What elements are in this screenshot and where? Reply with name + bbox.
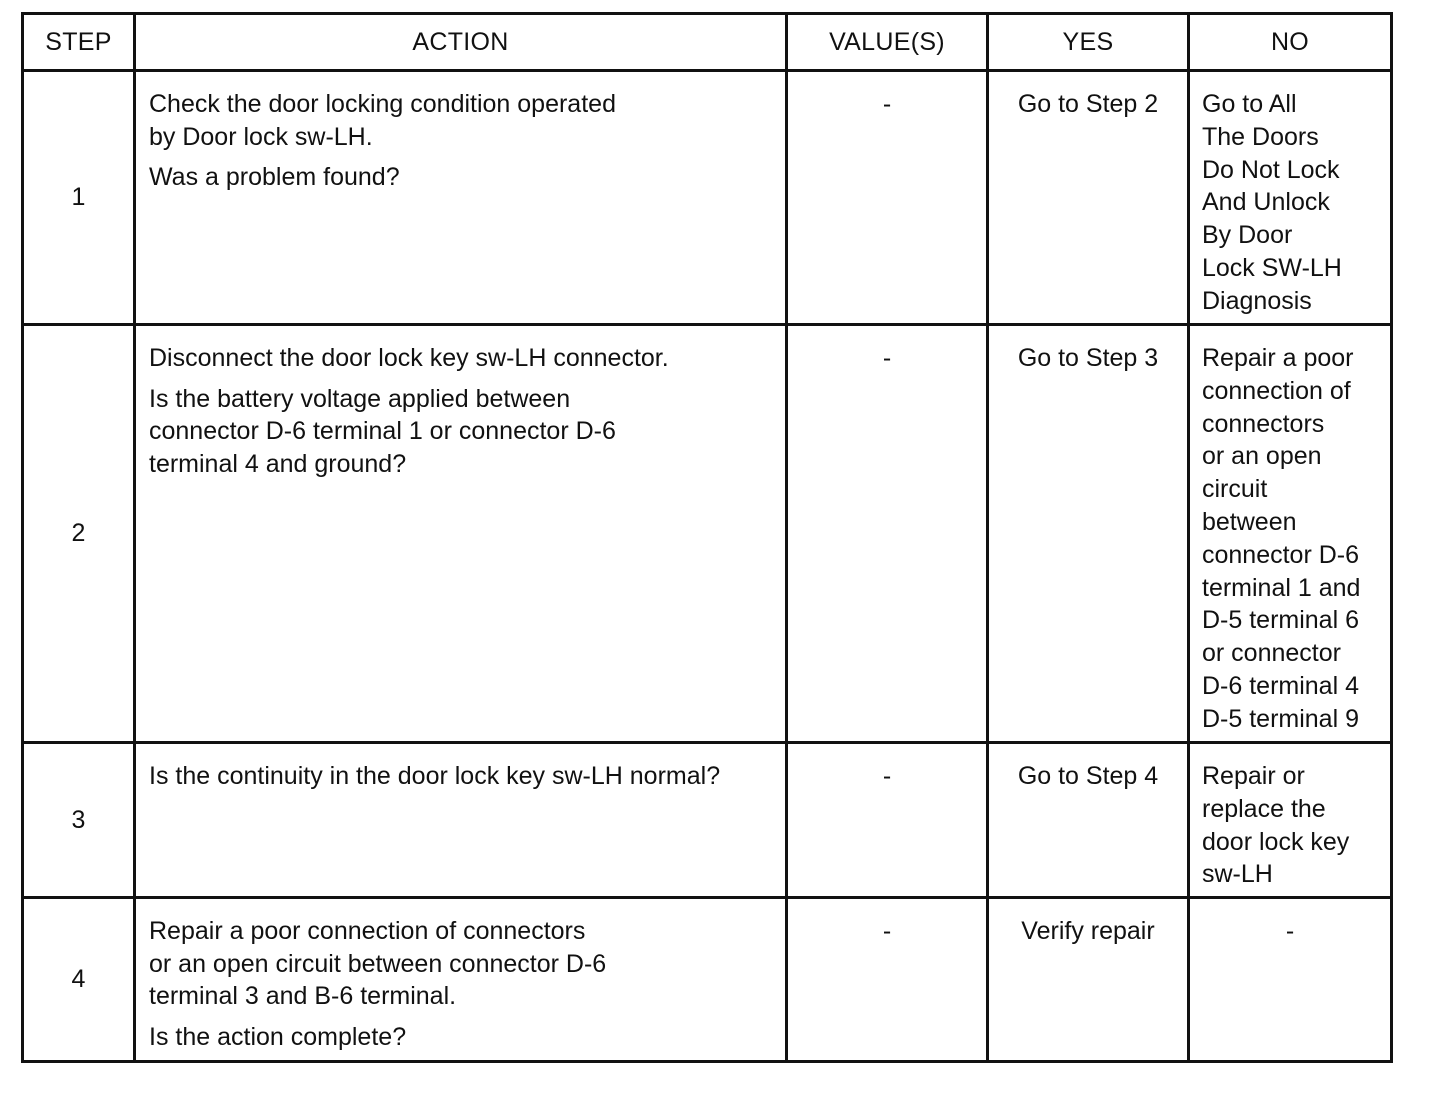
no-line: circuit (1202, 475, 1268, 504)
value-cell: - (787, 325, 988, 743)
header-row (23, 14, 1392, 71)
table-row (23, 898, 1392, 1062)
no-line: connection of (1202, 376, 1351, 405)
action-question: connector D-6 terminal 1 or connector D-6 (149, 417, 616, 445)
action-line: Check the door locking condition operated (149, 90, 616, 118)
no-line: Repair a poor (1202, 344, 1354, 372)
value-cell: - (787, 743, 988, 898)
no-cell (1189, 325, 1392, 743)
no-line: D-6 terminal 4 (1202, 671, 1359, 700)
yes-cell: Go to Step 4 (988, 743, 1189, 898)
no-line: D-5 terminal 6 (1202, 606, 1359, 635)
step-number: 3 (23, 743, 135, 898)
no-line: The Doors (1202, 122, 1319, 151)
action-question: Is the battery voltage applied between (149, 384, 571, 413)
header-values: VALUE(S) (787, 14, 988, 71)
action-line: Disconnect the door lock key sw-LH connector. (149, 344, 669, 372)
action-cell (135, 71, 787, 325)
action-question: Is the action complete? (149, 1022, 407, 1051)
no-cell (1189, 743, 1392, 898)
yes-cell: Verify repair (988, 898, 1189, 1062)
step-number: 1 (23, 71, 135, 325)
no-line: By Door (1202, 221, 1293, 250)
value-cell: - (787, 71, 988, 325)
table-row (23, 743, 1392, 898)
no-line: Lock SW-LH (1202, 253, 1342, 282)
no-line: connectors (1202, 409, 1325, 438)
no-line: - (1285, 917, 1295, 945)
diagnosis-table (21, 12, 1393, 1063)
header-no: NO (1189, 14, 1392, 71)
action-cell (135, 743, 787, 898)
table-row (23, 325, 1392, 743)
action-line: by Door lock sw-LH. (149, 122, 373, 151)
no-line: door lock key (1202, 827, 1350, 856)
no-line: replace the (1202, 794, 1326, 823)
header-action: ACTION (135, 14, 787, 71)
action-cell (135, 898, 787, 1062)
step-number: 4 (23, 898, 135, 1062)
no-line: or an open (1202, 442, 1322, 471)
no-line: And Unlock (1202, 188, 1330, 217)
action-question: terminal 4 and ground? (149, 449, 407, 478)
yes-cell: Go to Step 2 (988, 71, 1189, 325)
no-line: sw-LH (1202, 860, 1273, 889)
no-line: Do Not Lock (1202, 155, 1340, 184)
action-line: or an open circuit between connector D-6 (149, 949, 607, 978)
no-line: terminal 1 and (1202, 573, 1361, 602)
value-cell: - (787, 898, 988, 1062)
no-line: connector D-6 (1202, 540, 1360, 569)
step-number: 2 (23, 325, 135, 743)
no-line: Repair or (1202, 762, 1305, 790)
no-line: or connector (1202, 639, 1341, 668)
no-line: D-5 terminal 9 (1202, 704, 1359, 733)
yes-cell: Go to Step 3 (988, 325, 1189, 743)
header-yes: YES (988, 14, 1189, 71)
no-cell (1189, 71, 1392, 325)
action-question: Was a problem found? (149, 163, 400, 191)
action-line: Repair a poor connection of connectors (149, 917, 586, 945)
action-cell (135, 325, 787, 743)
no-line: Go to All (1202, 90, 1297, 118)
header-step: STEP (23, 14, 135, 71)
table-row (23, 71, 1392, 325)
no-cell (1189, 898, 1392, 1062)
action-question: Is the continuity in the door lock key sw-LH normal? (149, 762, 721, 790)
no-line: Diagnosis (1202, 286, 1312, 315)
no-line: between (1202, 507, 1297, 536)
action-line: terminal 3 and B-6 terminal. (149, 982, 457, 1010)
